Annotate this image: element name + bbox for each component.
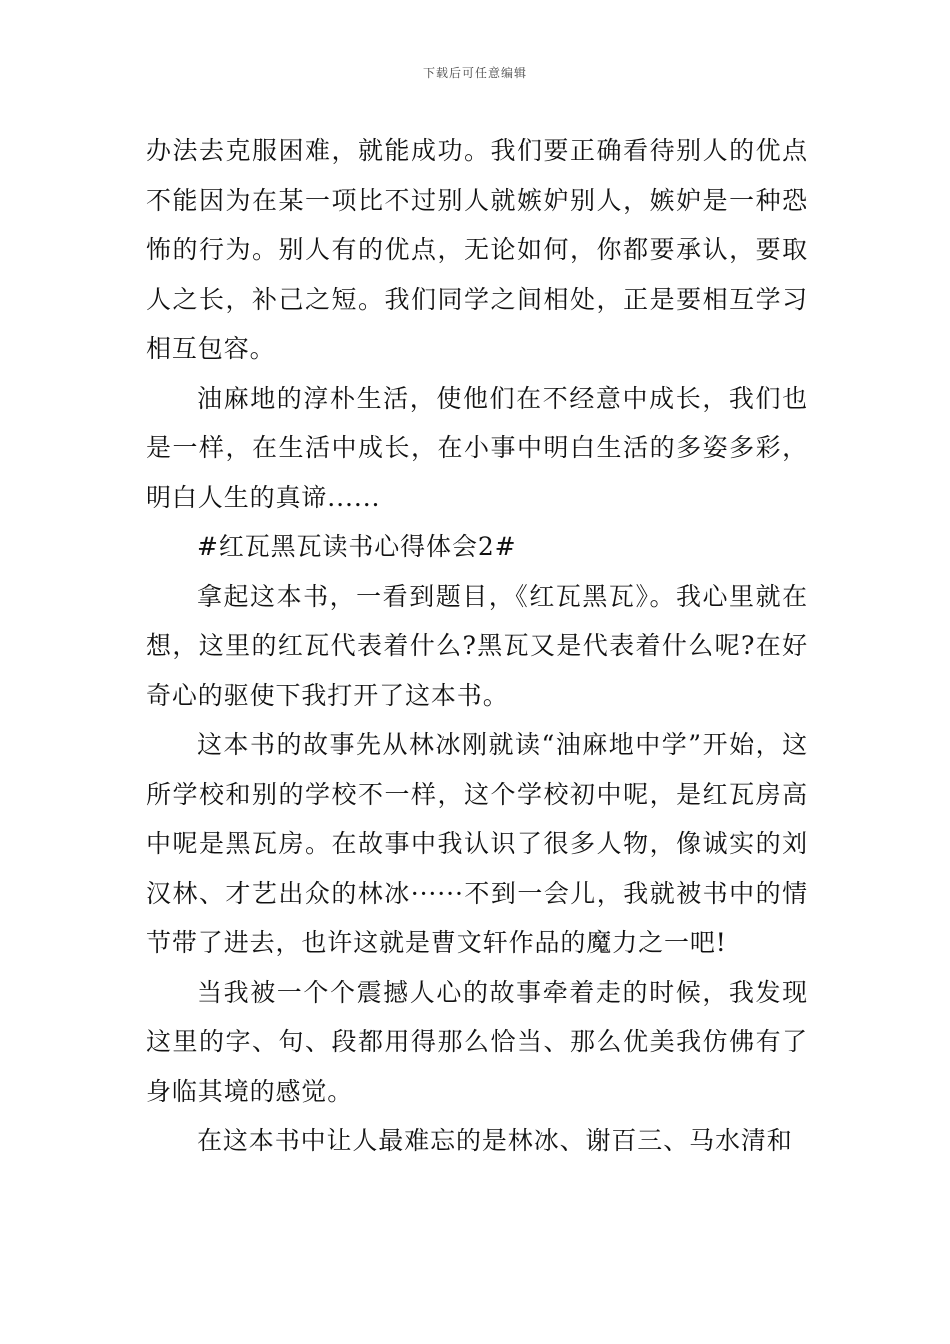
paragraph: 当我被一个个震撼人心的故事牵着走的时候，我发现这里的字、句、段都用得那么恰当、那么优美我仿佛有了身临其境的感觉。 bbox=[146, 977, 808, 1106]
section-heading: #红瓦黑瓦读书心得体会2# bbox=[197, 532, 517, 561]
page-header: 下载后可任意编辑 bbox=[422, 66, 527, 80]
paragraph: 这本书的故事先从林冰刚就读“油麻地中学”开始，这所学校和别的学校不一样，这个学校初中呢，是红瓦房高中呢是黑瓦房。在故事中我认识了很多人物，像诚实的刘汉林、才艺出众的林冰······不到一会儿，我就被书中的情节带了进去，也许这就是曹文轩作品的魔力之一吧! bbox=[146, 730, 808, 957]
paragraph: 办法去克服困难，就能成功。我们要正确看待别人的优点不能因为在某一项比不过别人就嫉妒别人，嫉妒是一种恐怖的行为。别人有的优点，无论如何，你都要承认，要取人之长，补己之短。我们同学之间相处，正是要相互学习相互包容。 bbox=[146, 136, 808, 363]
document-body bbox=[146, 126, 808, 1166]
paragraph: 油麻地的淳朴生活，使他们在不经意中成长，我们也是一样，在生活中成长，在小事中明白生活的多姿多彩，明白人生的真谛...... bbox=[146, 383, 808, 512]
paragraph: 在这本书中让人最难忘的是林冰、谢百三、马水清和 bbox=[197, 1126, 793, 1155]
paragraph: 拿起这本书，一看到题目，《红瓦黑瓦》。我心里就在想，这里的红瓦代表着什么?黑瓦又是代表着什么呢?在好奇心的驱使下我打开了这本书。 bbox=[146, 581, 808, 710]
